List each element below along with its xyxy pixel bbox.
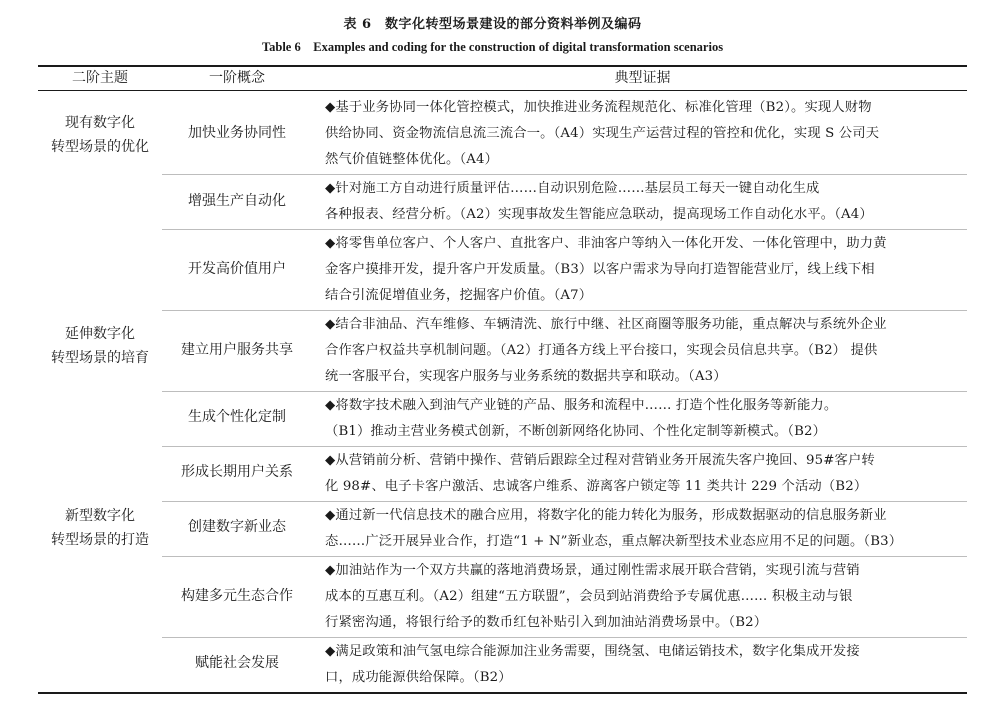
concept-cell: 增强生产自动化 [188, 193, 286, 209]
evidence-cell [325, 231, 960, 309]
evidence-line: 然气价值链整体优化。（A4） [325, 152, 499, 167]
evidence-line: ◆针对施工方自动进行质量评估……自动识别危险……基层员工每天一键自动化生成 [325, 181, 820, 196]
evidence-line: 口，成功能源供给保障。（B2） [325, 670, 512, 685]
row-separator [162, 310, 967, 311]
concept-cell: 赋能社会发展 [195, 655, 279, 671]
evidence-line: 合作客户权益共享机制问题。（A2）打通各方线上平台接口，实现会员信息共享。（B2） 提供 [325, 343, 878, 358]
theme-line: 转型场景的优化 [51, 139, 149, 155]
theme-line: 延伸数字化 [65, 326, 135, 342]
concept-cell: 创建数字新业态 [188, 519, 286, 535]
evidence-line: ◆将数字技术融入到油气产业链的产品、服务和流程中…… 打造个性化服务等新能力。 [325, 398, 838, 413]
bottom-rule [38, 692, 967, 694]
row-separator [162, 229, 967, 230]
evidence-line: 结合引流促增值业务，挖掘客户价值。（A7） [325, 288, 593, 303]
row-separator [162, 174, 967, 175]
theme-line: 现有数字化 [65, 115, 135, 131]
header-second-order-theme: 二阶主题 [72, 70, 128, 86]
evidence-line: （B1）推动主营业务模式创新，不断创新网络化协同、个性化定制等新模式。（B2） [325, 424, 827, 439]
evidence-line: 统一客服平台，实现客户服务与业务系统的数据共享和联动。（A3） [325, 369, 727, 384]
theme-cell [38, 322, 162, 370]
row-separator [162, 501, 967, 502]
row-separator [162, 391, 967, 392]
theme-cell [38, 504, 162, 552]
concept-cell: 建立用户服务共享 [181, 342, 293, 358]
evidence-cell [325, 503, 960, 555]
concept-cell: 开发高价值用户 [188, 261, 286, 277]
evidence-line: ◆满足政策和油气氢电综合能源加注业务需要，围绕氢、电储运销技术，数字化集成开发接 [325, 644, 860, 659]
evidence-line: ◆通过新一代信息技术的融合应用，将数字化的能力转化为服务，形成数据驱动的信息服务新业 [325, 508, 887, 523]
evidence-line: ◆加油站作为一个双方共赢的落地消费场景，通过刚性需求展开联合营销，实现引流与营销 [325, 563, 860, 578]
evidence-cell [325, 312, 960, 390]
header-first-order-concept: 一阶概念 [209, 70, 265, 86]
evidence-line: 成本的互惠互利。（A2）组建“五方联盟”，会员到站消费给予专属优惠…… 积极主动与银 [325, 589, 853, 604]
header-typical-evidence: 典型证据 [614, 70, 671, 86]
concept-cell: 构建多元生态合作 [181, 588, 293, 604]
table-caption-zh: 表 6 数字化转型场景建设的部分资料举例及编码 [343, 17, 642, 32]
row-separator [162, 556, 967, 557]
evidence-line: 化 98#、电子卡客户激活、忠诚客户维系、游离客户锁定等 11 类共计 229 个活动（B2） [325, 479, 868, 494]
evidence-cell [325, 176, 960, 228]
concept-cell: 形成长期用户关系 [181, 464, 293, 480]
evidence-cell [325, 393, 960, 445]
row-separator [162, 637, 967, 638]
evidence-cell [325, 558, 960, 636]
evidence-line: ◆将零售单位客户、个人客户、直批客户、非油客户等纳入一体化开发、一体化管理中，助力黄 [325, 236, 887, 251]
theme-line: 转型场景的培育 [51, 350, 149, 366]
evidence-cell [325, 95, 960, 173]
evidence-line: ◆基于业务协同一体化管控模式，加快推进业务流程规范化、标准化管理（B2）。实现人财物 [325, 100, 872, 115]
evidence-line: 行紧密沟通，将银行给予的数币红包补贴引入到加油站消费场景中。（B2） [325, 615, 768, 630]
theme-cell [38, 111, 162, 159]
evidence-line: 供给协同、资金物流信息流三流合一。（A4）实现生产运营过程的管控和优化，实现 S 公司天 [325, 126, 880, 141]
concept-cell: 加快业务协同性 [188, 125, 286, 141]
evidence-line: ◆从营销前分析、营销中操作、营销后跟踪全过程对营销业务开展流失客户挽回、95#客户转 [325, 453, 875, 468]
row-separator [162, 446, 967, 447]
evidence-cell [325, 639, 960, 691]
concept-cell: 生成个性化定制 [188, 409, 286, 425]
theme-line: 转型场景的打造 [51, 532, 149, 548]
evidence-cell [325, 448, 960, 500]
evidence-line: ◆结合非油品、汽车维修、车辆清洗、旅行中继、社区商圈等服务功能，重点解决与系统外企业 [325, 317, 887, 332]
header-rule [38, 90, 967, 91]
evidence-line: 各种报表、经营分析。（A2）实现事故发生智能应急联动，提高现场工作自动化水平。（A4） [325, 207, 873, 222]
evidence-line: 态……广泛开展异业合作，打造“1 + N”新业态，重点解决新型技术业态应用不足的问题。（B3） [325, 534, 903, 549]
evidence-line: 金客户摸排开发，提升客户开发质量。（B3）以客户需求为导向打造智能营业厅，线上线下相 [325, 262, 875, 277]
theme-line: 新型数字化 [65, 508, 135, 524]
table-caption-en: Table 6 Examples and coding for the construction of digital transformation scenarios [261, 40, 724, 54]
